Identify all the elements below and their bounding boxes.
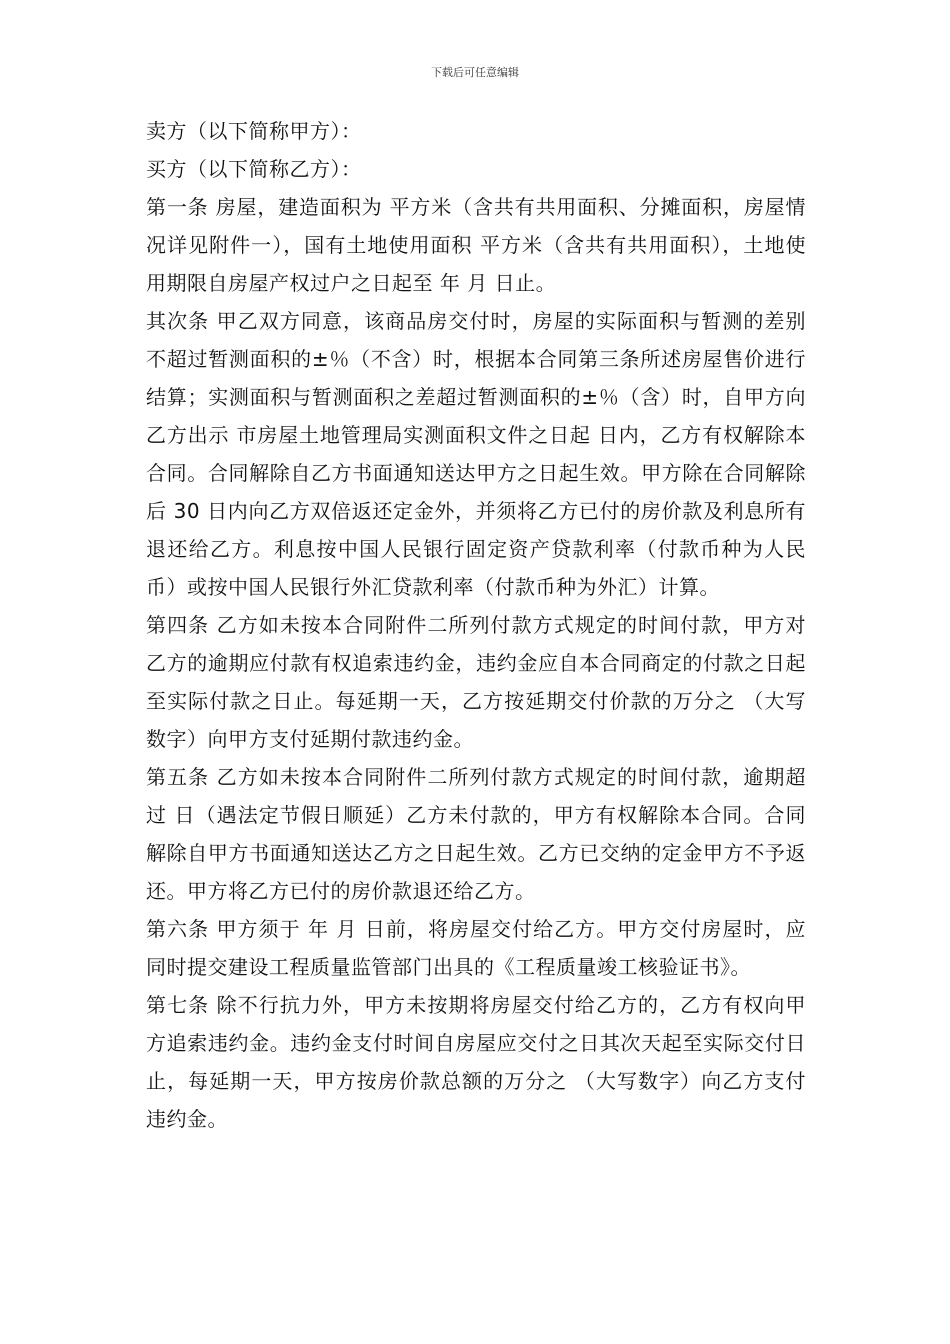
document-body — [146, 112, 806, 1138]
article-4: 第四条 乙方如未按本合同附件二所列付款方式规定的时间付款，甲方对乙方的逾期应付款有权追索违约金，违约金应自本合同商定的付款之日起至实际付款之日止。每延期一天，乙方按延期交付价款的万分之 （大写数字）向甲方支付延期付款违约金。 — [146, 613, 806, 751]
article-7: 第七条 除不行抗力外，甲方未按期将房屋交付给乙方的，乙方有权向甲方追索违约金。违约金支付时间自房屋应交付之日其次天起至实际交付日止，每延期一天，甲方按房价款总额的万分之 （大写数字）向乙方支付违约金。 — [146, 993, 806, 1131]
article-2: 其次条 甲乙双方同意，该商品房交付时，房屋的实际面积与暂测的差别不超过暂测面积的±％（不含）时，根据本合同第三条所述房屋售价进行结算；实测面积与暂测面积之差超过暂测面积的±％（含）时，自甲方向乙方出示 市房屋土地管理局实测面积文件之日起 日内，乙方有权解除本合同。合同解除自乙方书面通知送达甲方之日起生效。甲方除在合同解除后 30 日内向乙方双倍返还定金外，并须将乙方已付的房价款及利息所有退还给乙方。利息按中国人民银行固定资产贷款利率（付款币种为人民币）或按中国人民银行外汇贷款利率（付款币种为外汇）计算。 — [146, 309, 806, 599]
article-5: 第五条 乙方如未按本合同附件二所列付款方式规定的时间付款，逾期超过 日（遇法定节假日顺延）乙方未付款的，甲方有权解除本合同。合同解除自甲方书面通知送达乙方之日起生效。乙方已交纳的定金甲方不予返还。甲方将乙方已付的房价款退还给乙方。 — [146, 765, 806, 903]
seller-line: 卖方（以下简称甲方）： — [146, 119, 362, 143]
page-header-note: 下载后可任意编辑 — [431, 66, 519, 79]
article-1: 第一条 房屋，建造面积为 平方米（含共有共用面积、分摊面积，房屋情况详见附件一），国有土地使用面积 平方米（含共有共用面积），土地使用期限自房屋产权过户之日起至 年 月 日止。 — [146, 195, 806, 295]
article-6: 第六条 甲方须于 年 月 日前，将房屋交付给乙方。甲方交付房屋时，应同时提交建设工程质量监管部门出具的《工程质量竣工核验证书》。 — [146, 917, 806, 979]
buyer-line: 买方（以下简称乙方）： — [146, 157, 362, 181]
